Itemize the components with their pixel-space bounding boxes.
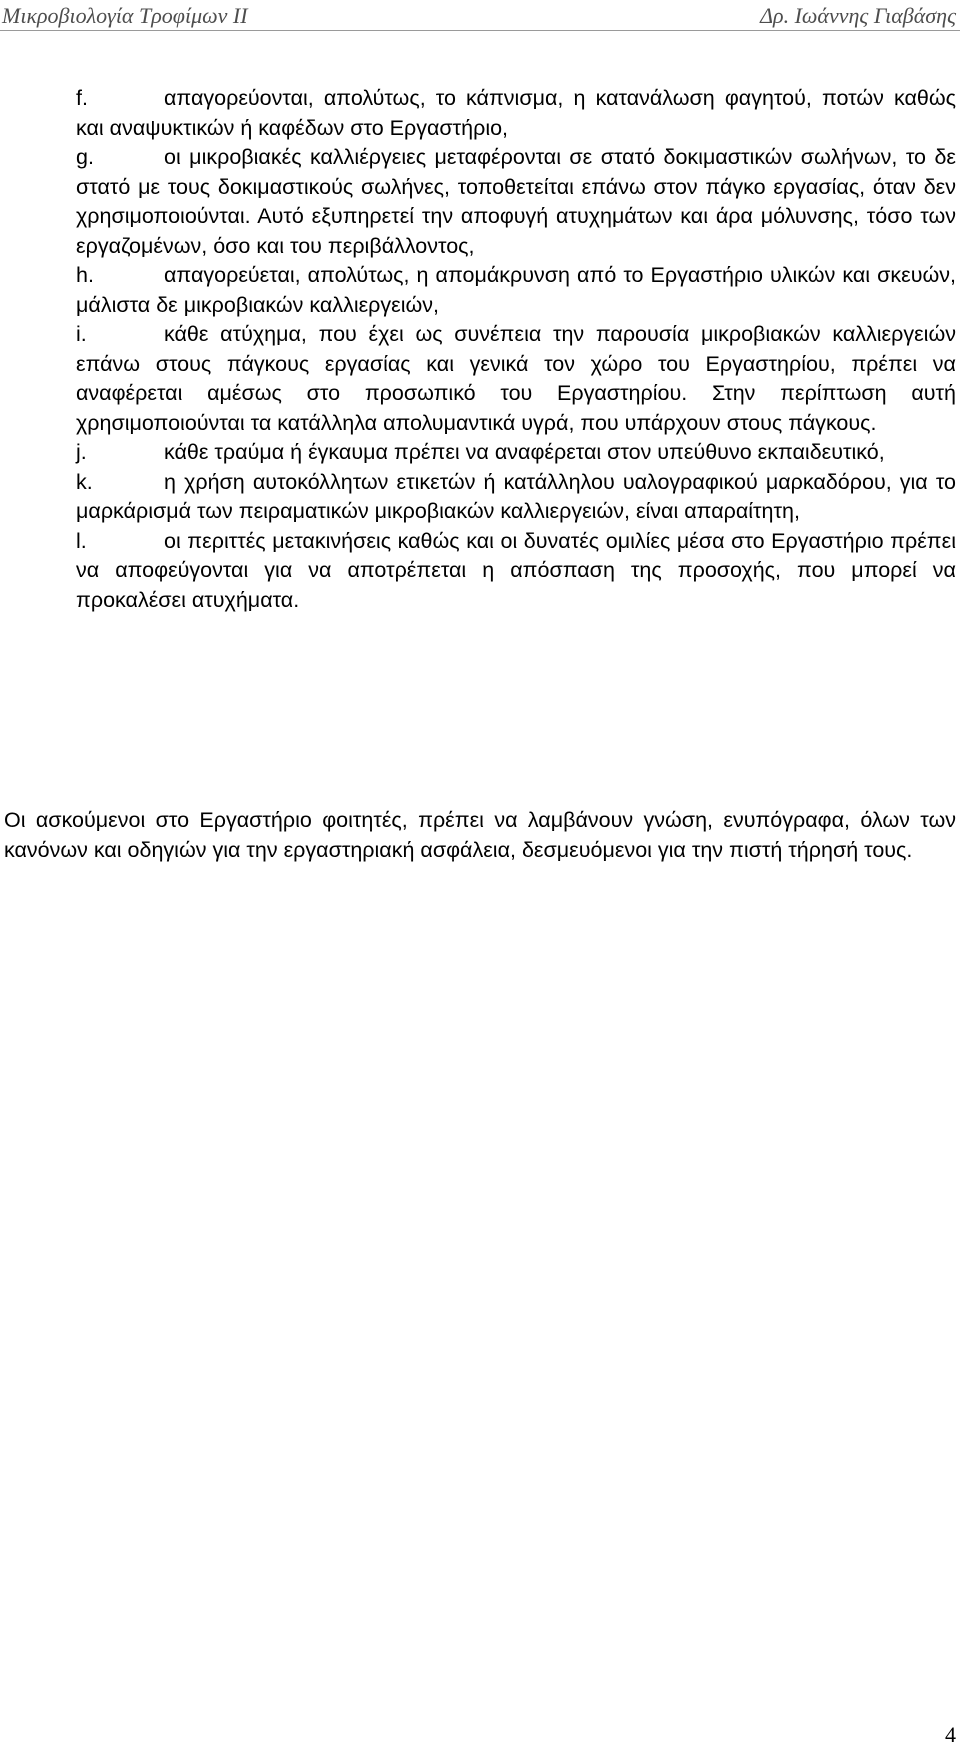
header-author: Δρ. Ιωάννης Γιαβάσης: [760, 3, 956, 28]
list-item: [76, 84, 956, 143]
list-marker: l.: [76, 528, 87, 553]
list-item-text: κάθε τραύμα ή έγκαυμα πρέπει να αναφέρεται στον υπεύθυνο εκπαιδευτικό,: [164, 440, 885, 464]
list-item: [76, 320, 956, 438]
list-item-text: απαγορεύεται, απολύτως, η απομάκρυνση από το Εργαστήριο υλικών και σκευών, μάλιστα δε μικροβιακών καλλιεργειών,: [76, 263, 956, 317]
list-item: [76, 527, 956, 616]
list-item: [76, 438, 956, 468]
list-item-text: η χρήση αυτοκόλλητων ετικετών ή κατάλληλου υαλογραφικού μαρκαδόρου, για το μαρκάρισμά των πειραματικών μικροβιακών καλλιεργειών, είναι απαραίτητη,: [76, 469, 956, 523]
list-marker: g.: [76, 145, 94, 169]
list-marker: f.: [76, 86, 88, 110]
list-marker: k.: [76, 469, 93, 494]
lab-rules-list: [76, 84, 956, 615]
list-item: [76, 261, 956, 320]
list-marker: j.: [76, 440, 87, 464]
list-item-text: οι περιττές μετακινήσεις καθώς και οι δυνατές ομιλίες μέσα στο Εργαστήριο πρέπει να αποφεύγονται για να αποτρέπεται η απόσπαση της προσοχής, που μπορεί να προκαλέσει ατυχήματα.: [76, 528, 956, 612]
list-item-text: απαγορεύονται, απολύτως, το κάπνισμα, η κατανάλωση φαγητού, ποτών καθώς και αναψυκτικών ή καφέδων στο Εργαστήριο,: [76, 86, 956, 140]
list-item: [76, 468, 956, 527]
list-item: [76, 143, 956, 261]
list-item-text: οι μικροβιακές καλλιέργειες μεταφέρονται σε στατό δοκιμαστικών σωλήνων, το δε στατό με τους δοκιμαστικούς σωλήνες, τοποθετείται επάνω στον πάγκο εργασίας, όταν δεν χρησιμοποιούνται. Αυτό εξυπηρετεί την αποφυγή ατυχημάτων και άρα μόλυνσης, τόσο των εργαζομένων, όσο και του περιβάλλοντος,: [76, 145, 956, 258]
list-marker: i.: [76, 322, 87, 346]
page-header: [0, 0, 960, 31]
header-divider: [0, 30, 960, 31]
page-number: 4: [945, 1722, 956, 1747]
list-item-text: κάθε ατύχημα, που έχει ως συνέπεια την παρουσία μικροβιακών καλλιεργειών επάνω στους πάγκους εργασίας και γενικά τον χώρο του Εργαστηρίου, πρέπει να αναφέρεται αμέσως στο προσωπικό του Εργαστηρίου. Στην περίπτωση αυτή χρησιμοποιούνται τα κατάλληλα απολυμαντικά υγρά, που υπάρχουν στους πάγκους.: [76, 322, 956, 435]
list-marker: h.: [76, 263, 94, 287]
header-course-title: Μικροβιολογία Τροφίμων ΙΙ: [2, 3, 248, 28]
closing-paragraph: Οι ασκούμενοι στο Εργαστήριο φοιτητές, πρέπει να λαμβάνουν γνώση, ενυπόγραφα, όλων των κανόνων και οδηγιών για την εργαστηριακή ασφάλεια, δεσμευόμενοι για την πιστή τήρησή τους.: [4, 808, 956, 862]
